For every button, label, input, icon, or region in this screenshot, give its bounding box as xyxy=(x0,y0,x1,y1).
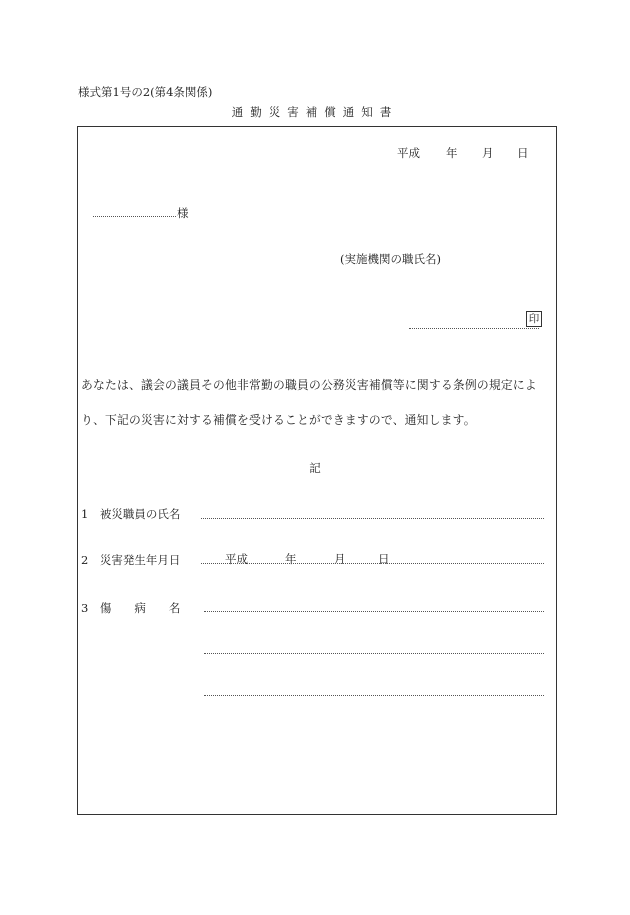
victim-name-field[interactable] xyxy=(201,518,544,519)
notice-body-line-1: あなたは、議会の議員その他非常勤の職員の公務災害補償等に関する条例の規定によ xyxy=(81,378,537,392)
form-number: 様式第1号の2(第4条関係) xyxy=(78,85,213,99)
issuer-signature-line[interactable] xyxy=(409,328,539,329)
injury-name-field-1[interactable] xyxy=(204,611,544,612)
accident-date-field[interactable] xyxy=(201,563,544,564)
addressee-honorific: 様 xyxy=(177,206,189,220)
accident-date-month-label: 月 xyxy=(334,552,346,566)
item-injury-name-label: 3 傷 病 名 xyxy=(81,601,181,615)
item-victim-name-label: 1 被災職員の氏名 xyxy=(81,507,181,521)
injury-name-field-2[interactable] xyxy=(204,653,544,654)
date-month-label: 月 xyxy=(482,146,494,160)
ki-heading: 記 xyxy=(309,461,321,475)
notice-body-line-2: り、下記の災害に対する補償を受けることができますので、通知します。 xyxy=(81,413,476,427)
item-accident-date-label: 2 災害発生年月日 xyxy=(81,553,181,567)
document-title: 通勤災害補償通知書 xyxy=(231,105,399,119)
date-day-label: 日 xyxy=(517,146,529,160)
issuer-name-label: (実施機関の職氏名) xyxy=(340,252,441,266)
injury-name-field-3[interactable] xyxy=(204,695,544,696)
seal-stamp-box: 印 xyxy=(526,311,542,327)
date-era: 平成 xyxy=(397,146,420,160)
accident-date-year-label: 年 xyxy=(285,552,297,566)
accident-date-day-label: 日 xyxy=(378,552,390,566)
accident-date-era: 平成 xyxy=(225,552,248,566)
date-year-label: 年 xyxy=(446,146,458,160)
addressee-name-line[interactable] xyxy=(93,216,176,217)
